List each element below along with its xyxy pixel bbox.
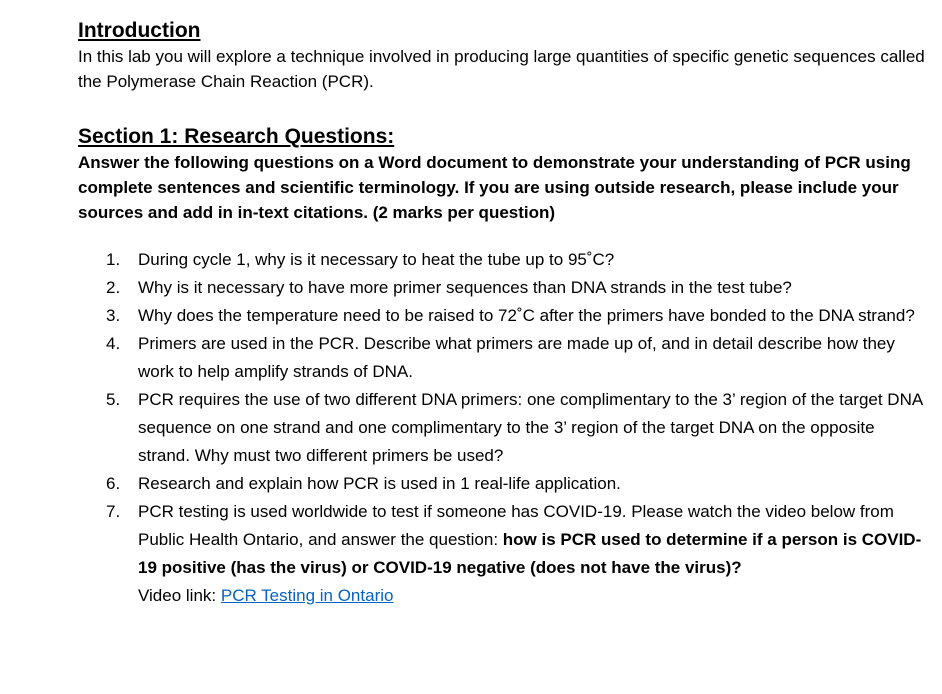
question-item-5 <box>78 386 928 470</box>
question-item-4 <box>78 330 928 386</box>
question-number: 2. <box>106 278 121 297</box>
question-item-1 <box>78 246 928 274</box>
question-number: 6. <box>106 474 121 493</box>
section1-heading: Section 1: Research Questions: <box>78 125 395 148</box>
question-bold-text: how is PCR used to determine if a person is COVID-19 positive (has the virus) or COVID-19 negative (does not have the virus)? <box>138 530 922 577</box>
questions-list <box>78 246 928 610</box>
section1-instructions: Answer the following questions on a Word document to demonstrate your understanding of PCR using complete sentences and scientific terminology. If you are using outside research, please include your sources and add in in-text citations. (2 marks per question) <box>78 153 911 222</box>
question-number: 1. <box>106 250 121 269</box>
question-number: 4. <box>106 334 121 353</box>
question-text: Why is it necessary to have more primer sequences than DNA strands in the test tube? <box>138 278 792 297</box>
question-number: 7. <box>106 502 121 521</box>
question-item-2 <box>78 274 928 302</box>
question-item-6 <box>78 470 928 498</box>
question-text: PCR testing is used worldwide to test if someone has COVID-19. Please watch the video below from Public Health Ontario, and answer the question: <box>138 502 894 549</box>
question-text: Research and explain how PCR is used in 1 real-life application. <box>138 474 621 493</box>
question-number: 5. <box>106 390 121 409</box>
question-text: PCR requires the use of two different DNA primers: one complimentary to the 3’ region of the target DNA sequence on one strand and one complimentary to the 3’ region of the target DNA on the opposite strand. Why must two different primers be used? <box>138 390 923 465</box>
introduction-body: In this lab you will explore a technique involved in producing large quantities of specific genetic sequences called the Polymerase Chain Reaction (PCR). <box>78 47 925 91</box>
video-line <box>138 582 928 610</box>
video-label: Video link: <box>138 586 221 605</box>
introduction-heading: Introduction <box>78 19 201 42</box>
question-number: 3. <box>106 306 121 325</box>
question-item-3 <box>78 302 928 330</box>
question-text: Why does the temperature need to be raised to 72˚C after the primers have bonded to the DNA strand? <box>138 306 915 325</box>
video-link[interactable]: PCR Testing in Ontario <box>220 586 394 605</box>
question-item-7 <box>78 498 928 610</box>
document-page <box>78 18 928 610</box>
question-text: During cycle 1, why is it necessary to heat the tube up to 95˚C? <box>138 250 615 269</box>
question-text: Primers are used in the PCR. Describe what primers are made up of, and in detail describe how they work to help amplify strands of DNA. <box>138 334 895 381</box>
